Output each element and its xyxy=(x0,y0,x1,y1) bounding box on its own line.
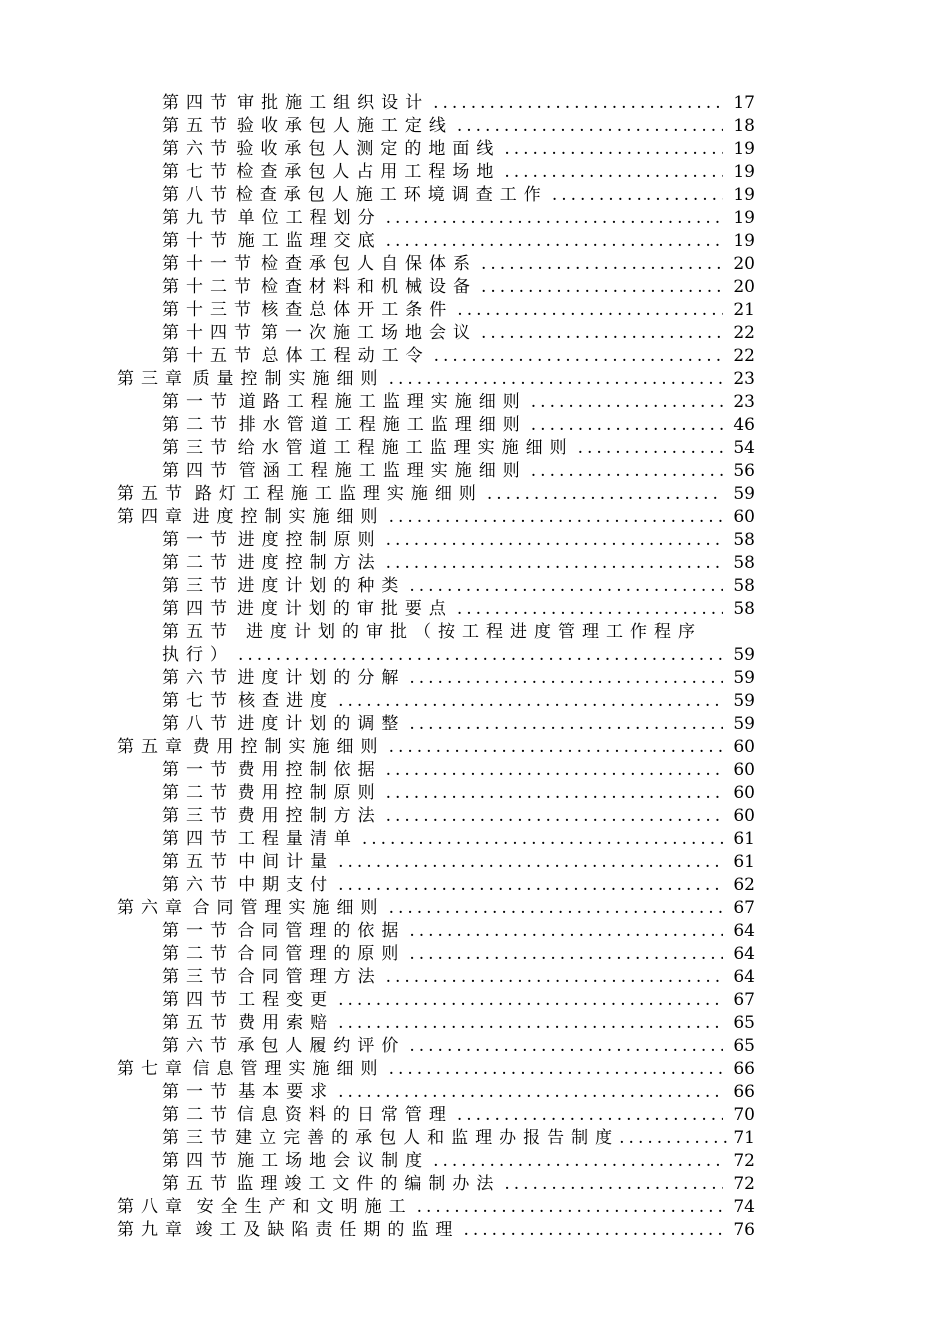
toc-entry[interactable] xyxy=(162,598,755,620)
toc-label: 第四节 xyxy=(162,829,234,849)
leader-dots xyxy=(386,966,723,988)
toc-title: 单位工程划分 xyxy=(237,208,382,228)
toc-label: 第一节 xyxy=(162,921,234,941)
toc-title: 费用索赔 xyxy=(238,1013,335,1033)
leader-dots xyxy=(386,207,723,229)
toc-title: 管涵工程施工监理实施细则 xyxy=(238,461,527,481)
leader-dots xyxy=(531,391,723,413)
leader-dots xyxy=(389,897,723,919)
toc-label: 第五章 xyxy=(117,737,189,757)
leader-dots xyxy=(409,943,723,965)
toc-page: 21 xyxy=(733,300,755,320)
toc-title: 道路工程施工监理实施细则 xyxy=(238,392,527,412)
leader-dots xyxy=(389,736,723,758)
toc-title: 监理竣工文件的编制办法 xyxy=(236,1174,501,1194)
toc-entry[interactable] xyxy=(162,874,755,896)
toc-chapter[interactable] xyxy=(117,506,755,528)
toc-entry[interactable] xyxy=(162,667,755,689)
leader-dots xyxy=(386,759,723,781)
toc-title: 检查承包人占用工程场地 xyxy=(236,162,501,182)
toc-page: 23 xyxy=(733,369,755,389)
toc-label: 第四节 xyxy=(162,93,234,113)
toc-title: 施工监理交底 xyxy=(237,231,382,251)
leader-dots xyxy=(457,299,723,321)
leader-dots xyxy=(481,253,723,275)
toc-page: 62 xyxy=(733,875,755,895)
toc-title: 竣工及缺陷责任期的监理 xyxy=(195,1220,460,1240)
toc-title: 进度控制实施细则 xyxy=(192,507,385,527)
toc-label: 第三节 xyxy=(162,576,234,596)
toc-title: 核查进度 xyxy=(238,691,335,711)
toc-label: 第二节 xyxy=(162,783,234,803)
leader-dots xyxy=(386,805,723,827)
leader-dots xyxy=(504,161,723,183)
toc-title: 施工场地会议制度 xyxy=(237,1151,430,1171)
toc-title: 检查承包人施工环境调查工作 xyxy=(235,185,548,205)
toc-title: 安全生产和文明施工 xyxy=(196,1197,413,1217)
toc-label: 第三节 xyxy=(162,806,234,826)
toc-entry[interactable] xyxy=(162,207,755,229)
toc-label: 第五节 xyxy=(117,484,189,504)
leader-dots xyxy=(578,437,723,459)
leader-dots xyxy=(386,552,723,574)
toc-title: 总体工程动工令 xyxy=(261,346,430,366)
leader-dots xyxy=(417,1196,723,1218)
toc-label: 第七节 xyxy=(162,691,234,711)
toc-label: 第一节 xyxy=(162,392,234,412)
toc-page: 60 xyxy=(733,760,755,780)
toc-page: 22 xyxy=(733,346,755,366)
leader-dots xyxy=(531,414,723,436)
toc-title: 进度计划的种类 xyxy=(237,576,406,596)
toc-page: 66 xyxy=(733,1082,755,1102)
toc-page: 60 xyxy=(733,507,755,527)
toc-entry[interactable] xyxy=(162,552,755,574)
toc-title: 检查材料和机械设备 xyxy=(261,277,477,297)
toc-label: 第六节 xyxy=(162,139,234,159)
toc-entry[interactable] xyxy=(162,828,755,850)
toc-page: 65 xyxy=(733,1013,755,1033)
toc-entry[interactable] xyxy=(162,575,755,597)
toc-label: 第二节 xyxy=(162,415,234,435)
toc-title: 中期支付 xyxy=(238,875,335,895)
leader-dots xyxy=(386,782,723,804)
toc-page: 46 xyxy=(733,415,755,435)
toc-entry[interactable] xyxy=(162,1173,755,1195)
toc-entry[interactable] xyxy=(162,460,755,482)
toc-entry[interactable] xyxy=(162,690,755,712)
toc-title: 费用控制依据 xyxy=(237,760,382,780)
toc-label: 第四章 xyxy=(117,507,189,527)
toc-page: 61 xyxy=(733,852,755,872)
toc-page: 64 xyxy=(733,921,755,941)
toc-page: 67 xyxy=(733,990,755,1010)
leader-dots xyxy=(457,115,723,137)
toc-title: 费用控制原则 xyxy=(237,783,382,803)
toc-entry[interactable] xyxy=(162,529,755,551)
toc-label: 第五节 xyxy=(162,852,234,872)
toc-entry[interactable] xyxy=(162,276,755,298)
toc-page: 65 xyxy=(733,1036,755,1056)
toc-title: 费用控制实施细则 xyxy=(192,737,385,757)
leader-dots xyxy=(481,322,723,344)
toc-page: 59 xyxy=(733,484,755,504)
leader-dots xyxy=(386,230,723,252)
toc-page: 19 xyxy=(733,185,755,205)
toc-page: 71 xyxy=(733,1128,755,1148)
toc-label: 第七节 xyxy=(162,162,234,182)
toc-entry[interactable] xyxy=(162,322,755,344)
toc-title: 信息管理实施细则 xyxy=(192,1059,385,1079)
toc-label: 第三节 xyxy=(162,1128,234,1148)
leader-dots xyxy=(338,1081,723,1103)
toc-label: 第八节 xyxy=(162,185,234,205)
toc-page: 59 xyxy=(733,668,755,688)
toc-title: 工程变更 xyxy=(238,990,335,1010)
toc-page: 72 xyxy=(733,1151,755,1171)
leader-dots xyxy=(409,713,723,735)
toc-entry[interactable] xyxy=(162,920,755,942)
toc-label: 第九节 xyxy=(162,208,234,228)
toc-entry[interactable] xyxy=(162,138,755,160)
toc-title: 承包人履约评价 xyxy=(237,1036,406,1056)
toc-label: 第四节 xyxy=(162,1151,234,1171)
leader-dots xyxy=(238,644,723,666)
toc-title: 费用控制方法 xyxy=(237,806,382,826)
toc-title: 路灯工程施工监理实施细则 xyxy=(194,484,483,504)
toc-entry[interactable] xyxy=(162,943,755,965)
toc-page: 19 xyxy=(733,139,755,159)
toc-page: 19 xyxy=(733,162,755,182)
toc-label: 第四节 xyxy=(162,461,234,481)
toc-label: 第八章 xyxy=(117,1197,189,1217)
leader-dots xyxy=(457,598,723,620)
toc-entry[interactable] xyxy=(162,253,755,275)
toc-title: 排水管道工程施工监理细则 xyxy=(238,415,527,435)
toc-chapter[interactable] xyxy=(117,1058,755,1080)
toc-page: 23 xyxy=(733,392,755,412)
leader-dots xyxy=(409,1035,723,1057)
toc-entry[interactable] xyxy=(162,230,755,252)
toc-page: 64 xyxy=(733,944,755,964)
toc-page: 18 xyxy=(733,116,755,136)
toc-title: 质量控制实施细则 xyxy=(192,369,385,389)
toc-label: 第六节 xyxy=(162,1036,234,1056)
toc-label: 第十五节 xyxy=(162,346,258,366)
toc-label: 第九章 xyxy=(117,1220,189,1240)
toc-label: 第一节 xyxy=(162,1082,234,1102)
toc-entry[interactable] xyxy=(162,989,755,1011)
leader-dots xyxy=(386,529,723,551)
toc-entry[interactable] xyxy=(162,161,755,183)
toc-title: 工程量清单 xyxy=(237,829,358,849)
leader-dots xyxy=(552,184,723,206)
toc-entry-continuation[interactable] xyxy=(162,644,755,666)
toc-title: 合同管理方法 xyxy=(237,967,382,987)
toc-title: 进度控制原则 xyxy=(237,530,382,550)
toc-chapter[interactable] xyxy=(117,483,755,505)
toc-page: 70 xyxy=(733,1105,755,1125)
toc-page: 20 xyxy=(733,254,755,274)
toc-page: 67 xyxy=(733,898,755,918)
toc-page: 58 xyxy=(733,530,755,550)
toc-entry[interactable] xyxy=(162,1127,755,1149)
toc-page: 74 xyxy=(733,1197,755,1217)
toc-entry[interactable] xyxy=(162,391,755,413)
leader-dots xyxy=(338,874,723,896)
toc-label: 第十一节 xyxy=(162,254,258,274)
toc-page: 60 xyxy=(733,783,755,803)
toc-entry[interactable] xyxy=(162,782,755,804)
toc-label: 第二节 xyxy=(162,944,234,964)
leader-dots xyxy=(389,368,723,390)
toc-label: 第六节 xyxy=(162,875,234,895)
toc-page: 20 xyxy=(733,277,755,297)
toc-label: 第十三节 xyxy=(162,300,258,320)
toc-title: 合同管理实施细则 xyxy=(192,898,385,918)
toc-title: 进度计划的审批要点 xyxy=(236,599,453,619)
toc-label: 第五节 xyxy=(162,116,234,136)
leader-dots xyxy=(457,1104,723,1126)
toc-page: 61 xyxy=(733,829,755,849)
toc-title: 进度计划的审批（按工程进度管理工作程序 xyxy=(246,622,702,642)
toc-label: 第十节 xyxy=(162,231,234,251)
toc-entry[interactable] xyxy=(162,115,755,137)
toc-page: 56 xyxy=(733,461,755,481)
toc-page: 19 xyxy=(733,208,755,228)
toc-title: 核查总体开工条件 xyxy=(261,300,454,320)
toc-entry[interactable] xyxy=(162,414,755,436)
toc-entry[interactable] xyxy=(162,713,755,735)
leader-dots xyxy=(463,1219,723,1241)
toc-page: 58 xyxy=(733,576,755,596)
toc-label: 第一节 xyxy=(162,530,234,550)
toc-entry[interactable] xyxy=(162,299,755,321)
leader-dots xyxy=(531,460,723,482)
toc-title: 中间计量 xyxy=(238,852,335,872)
toc-title: 进度控制方法 xyxy=(237,553,382,573)
leader-dots xyxy=(389,1058,723,1080)
toc-chapter[interactable] xyxy=(117,1219,755,1241)
toc-label: 第二节 xyxy=(162,1105,234,1125)
leader-dots xyxy=(389,506,723,528)
toc-entry[interactable] xyxy=(162,1035,755,1057)
leader-dots xyxy=(409,920,723,942)
leader-dots xyxy=(338,1012,723,1034)
toc-title: 检查承包人自保体系 xyxy=(261,254,477,274)
toc-label: 第四节 xyxy=(162,599,234,619)
toc-page: 22 xyxy=(733,323,755,343)
toc-chapter[interactable] xyxy=(117,368,755,390)
toc-title: 验收承包人测定的地面线 xyxy=(236,139,501,159)
toc-label: 第十二节 xyxy=(162,277,258,297)
leader-dots xyxy=(481,276,723,298)
toc-label: 第一节 xyxy=(162,760,234,780)
toc-label: 第六章 xyxy=(117,898,189,918)
toc-label: 第五节 xyxy=(162,622,234,642)
toc-entry[interactable] xyxy=(162,851,755,873)
toc-title: 给水管道工程施工监理实施细则 xyxy=(237,438,574,458)
toc-entry-wrapped[interactable] xyxy=(162,621,702,643)
toc-entry[interactable] xyxy=(162,759,755,781)
toc-label: 第四节 xyxy=(162,990,234,1010)
toc-label: 第六节 xyxy=(162,668,234,688)
toc-label: 第五节 xyxy=(162,1013,234,1033)
leader-dots xyxy=(434,345,723,367)
toc-page: 66 xyxy=(733,1059,755,1079)
leader-dots xyxy=(487,483,723,505)
toc-label: 第二节 xyxy=(162,553,234,573)
leader-dots xyxy=(504,138,723,160)
toc-title: 第一次施工场地会议 xyxy=(261,323,477,343)
toc-title: 执行） xyxy=(162,645,234,665)
leader-dots xyxy=(362,828,723,850)
leader-dots xyxy=(619,1127,727,1149)
leader-dots xyxy=(433,92,723,114)
toc-entry[interactable] xyxy=(162,1150,755,1172)
toc-title: 信息资料的日常管理 xyxy=(236,1105,453,1125)
leader-dots xyxy=(504,1173,723,1195)
toc-title: 合同管理的原则 xyxy=(237,944,406,964)
toc-label: 第三章 xyxy=(117,369,189,389)
toc-page: 59 xyxy=(733,645,755,665)
leader-dots xyxy=(338,989,723,1011)
toc-page: 19 xyxy=(733,231,755,251)
toc-title: 审批施工组织设计 xyxy=(237,93,430,113)
toc-title: 进度计划的调整 xyxy=(237,714,406,734)
leader-dots xyxy=(338,690,723,712)
toc-page: 76 xyxy=(733,1220,755,1240)
toc-title: 进度计划的分解 xyxy=(237,668,406,688)
leader-dots xyxy=(409,667,723,689)
toc-chapter[interactable] xyxy=(117,1196,755,1218)
toc-title: 基本要求 xyxy=(238,1082,335,1102)
toc-label: 第三节 xyxy=(162,438,234,458)
toc-page: 58 xyxy=(733,599,755,619)
toc-entry[interactable] xyxy=(162,437,755,459)
toc-chapter[interactable] xyxy=(117,736,755,758)
toc-page: 72 xyxy=(733,1174,755,1194)
toc-page: 59 xyxy=(733,691,755,711)
toc-label: 第五节 xyxy=(162,1174,234,1194)
leader-dots xyxy=(338,851,723,873)
toc-label: 第十四节 xyxy=(162,323,258,343)
toc-entry[interactable] xyxy=(162,184,755,206)
leader-dots xyxy=(433,1150,723,1172)
toc-title: 建立完善的承包人和监理办报告制度 xyxy=(235,1128,620,1148)
toc-title: 合同管理的依据 xyxy=(237,921,406,941)
toc-label: 第三节 xyxy=(162,967,234,987)
toc-entry[interactable] xyxy=(162,1104,755,1126)
toc-label: 第八节 xyxy=(162,714,234,734)
toc-entry[interactable] xyxy=(162,345,755,367)
toc-page: 64 xyxy=(733,967,755,987)
leader-dots xyxy=(409,575,723,597)
toc-chapter[interactable] xyxy=(117,897,755,919)
toc-label: 第七章 xyxy=(117,1059,189,1079)
toc-title: 验收承包人施工定线 xyxy=(236,116,453,136)
toc-page: 60 xyxy=(733,806,755,826)
toc-page: 17 xyxy=(733,93,755,113)
toc-entry[interactable] xyxy=(162,966,755,988)
toc-page: 59 xyxy=(733,714,755,734)
toc-page: 60 xyxy=(733,737,755,757)
toc-page: 54 xyxy=(733,438,755,458)
toc-entry[interactable] xyxy=(162,1012,755,1034)
toc-entry[interactable] xyxy=(162,1081,755,1103)
toc-page: 58 xyxy=(733,553,755,573)
toc-entry[interactable] xyxy=(162,92,755,114)
toc-entry[interactable] xyxy=(162,805,755,827)
